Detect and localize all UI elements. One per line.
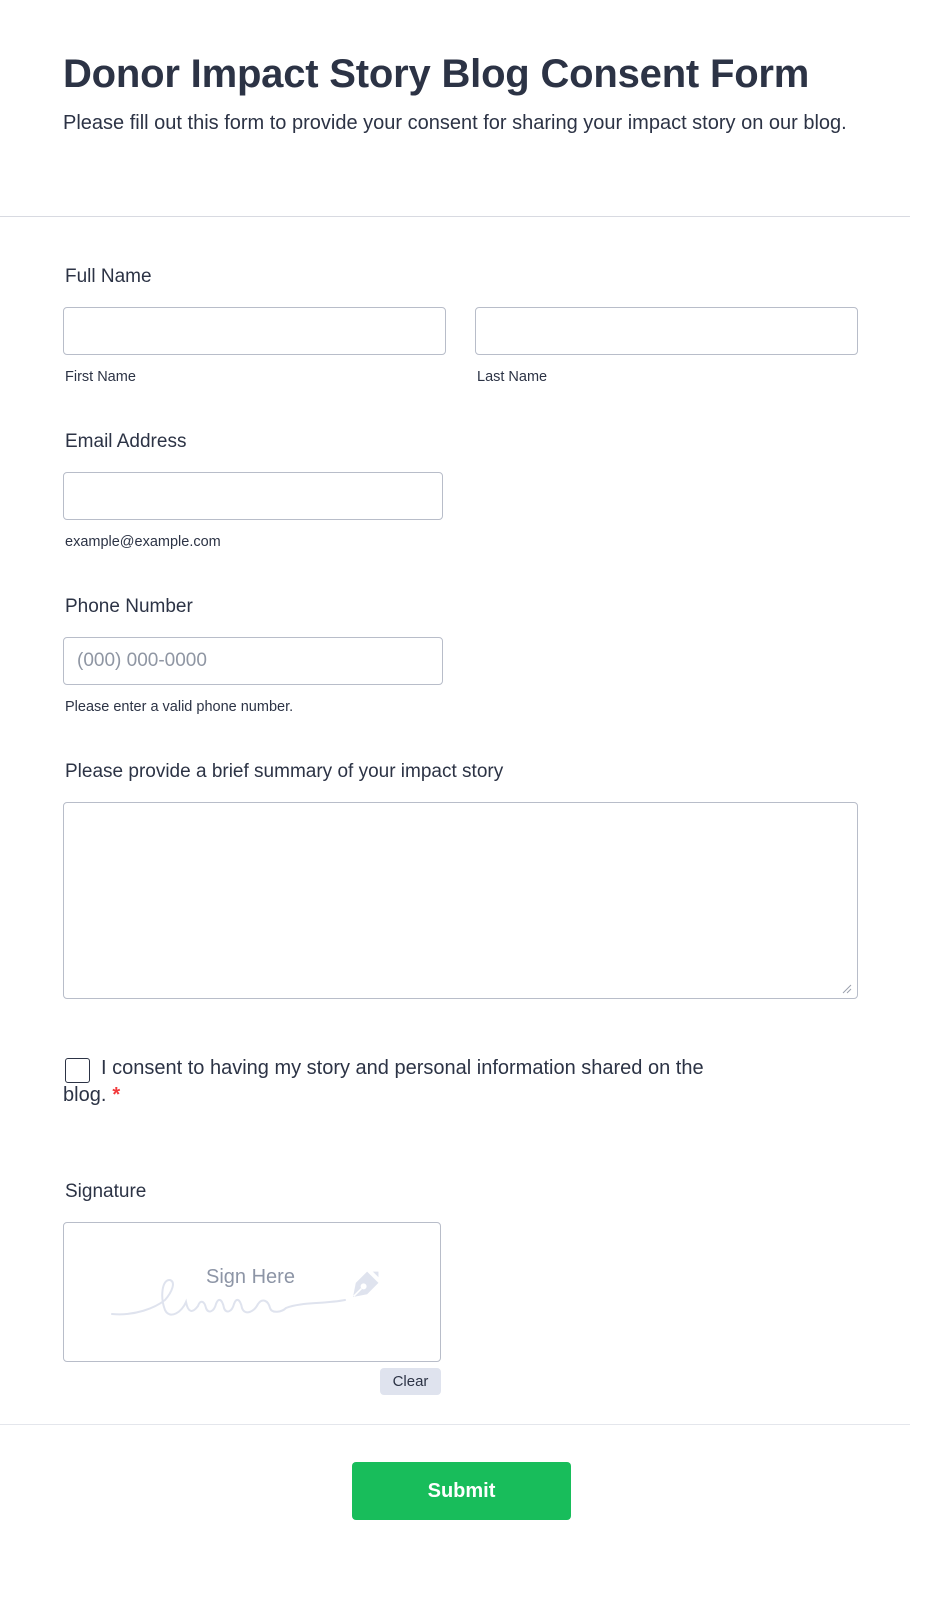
phone-label: Phone Number xyxy=(65,596,193,617)
pen-icon xyxy=(343,1264,387,1306)
first-name-sublabel: First Name xyxy=(65,369,136,385)
footer-divider xyxy=(0,1424,910,1425)
consent-label xyxy=(63,1055,753,1109)
phone-input[interactable] xyxy=(63,637,443,685)
sign-here-placeholder: Sign Here xyxy=(206,1266,295,1288)
form-header xyxy=(0,0,910,217)
email-input[interactable] xyxy=(63,472,443,520)
required-mark: * xyxy=(112,1084,121,1106)
clear-signature-button[interactable]: Clear xyxy=(380,1368,441,1395)
consent-text: I consent to having my story and personal information shared on the blog. xyxy=(63,1057,704,1106)
email-label: Email Address xyxy=(65,431,187,452)
story-textarea[interactable] xyxy=(63,802,858,999)
story-label: Please provide a brief summary of your impact story xyxy=(65,761,504,782)
email-sublabel: example@example.com xyxy=(65,534,221,550)
full-name-label: Full Name xyxy=(65,266,152,287)
resize-handle-icon[interactable] xyxy=(840,982,852,994)
phone-sublabel: Please enter a valid phone number. xyxy=(65,699,294,715)
form-title: Donor Impact Story Blog Consent Form xyxy=(63,52,810,96)
last-name-sublabel: Last Name xyxy=(477,369,548,385)
form-subtitle: Please fill out this form to provide your consent for sharing your impact story on our blog. xyxy=(63,112,847,134)
signature-label: Signature xyxy=(65,1181,147,1202)
submit-button[interactable]: Submit xyxy=(352,1462,571,1520)
first-name-input[interactable] xyxy=(63,307,446,355)
last-name-input[interactable] xyxy=(475,307,858,355)
